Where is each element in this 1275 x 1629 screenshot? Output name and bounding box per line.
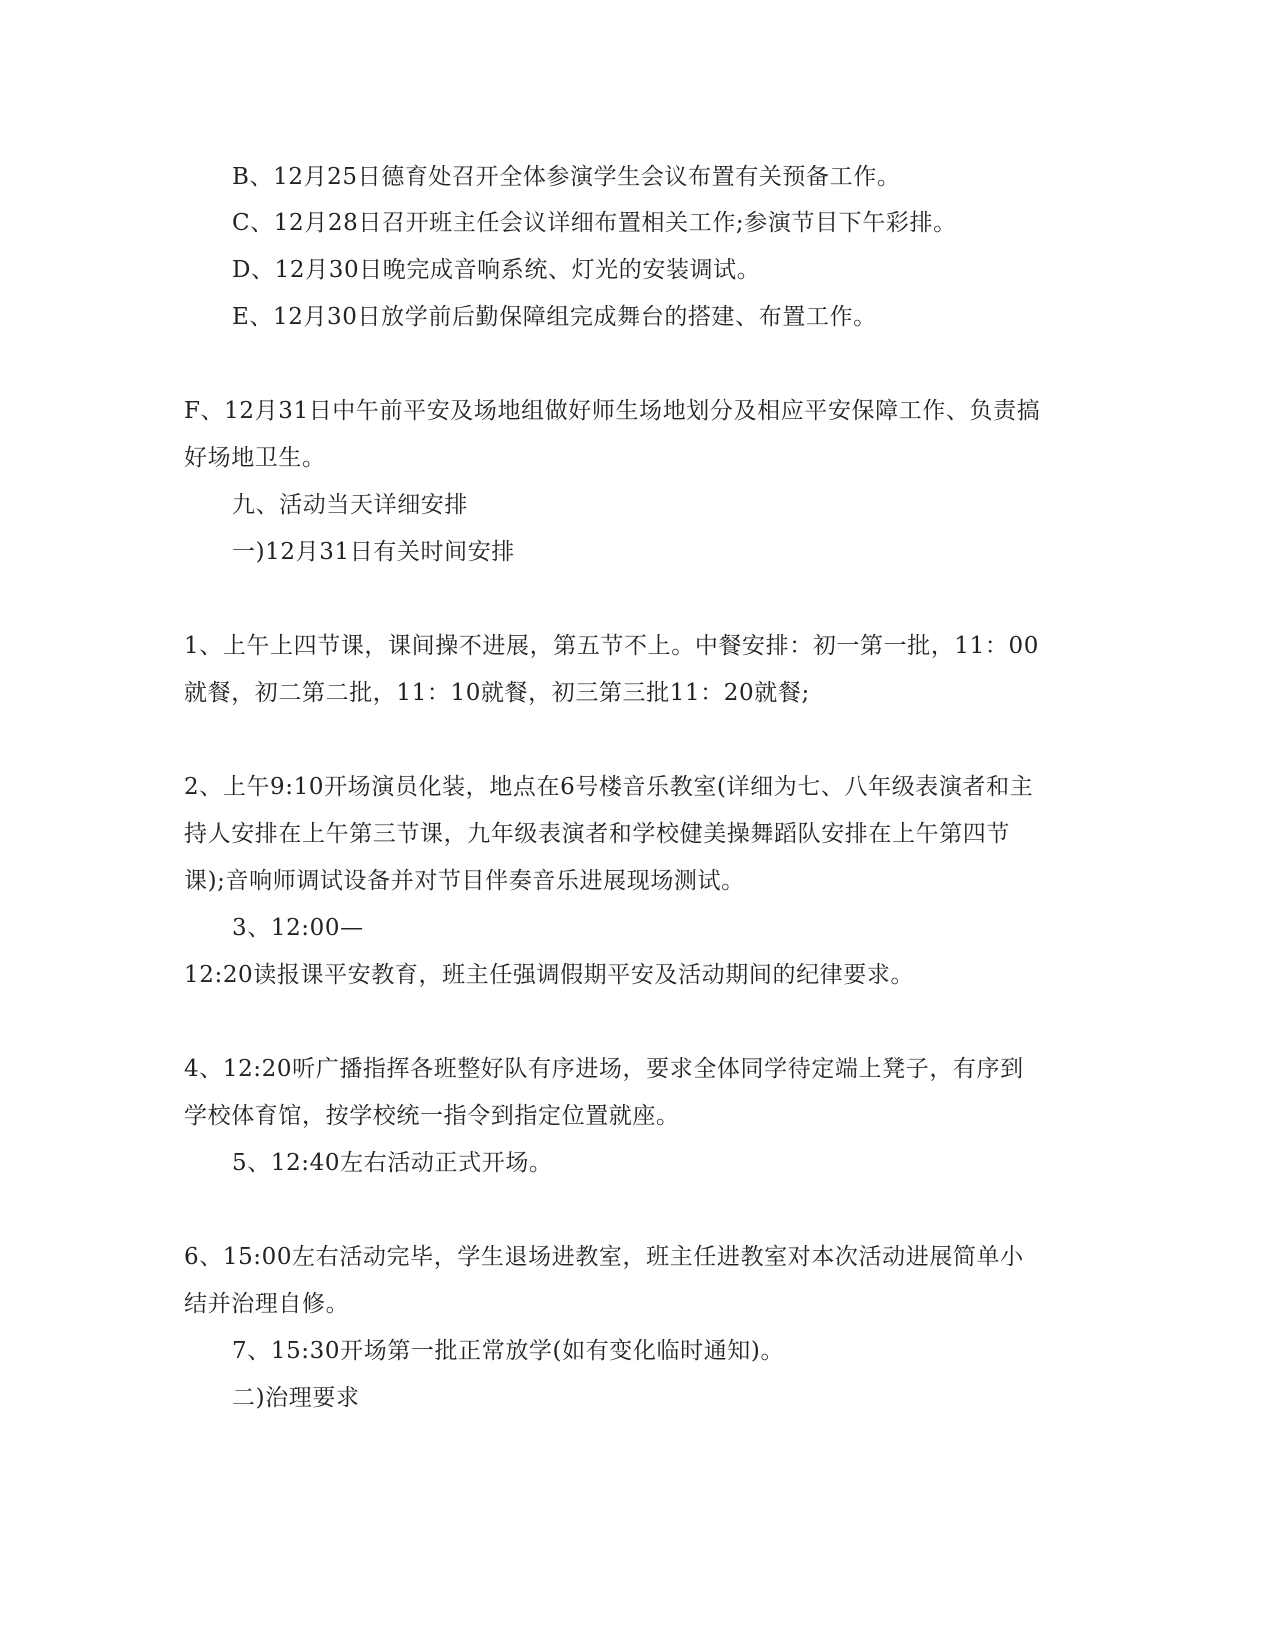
text-line: 12:20读报课平安教育，班主任强调假期平安及活动期间的纪律要求。 [184, 962, 915, 988]
text-line: 学校体育馆，按学校统一指令到指定位置就座。 [184, 1103, 680, 1129]
text-line: 7、15:30开场第一批正常放学(如有变化临时通知)。 [232, 1338, 785, 1364]
subsection-heading: 一)12月31日有关时间安排 [232, 539, 515, 565]
text-line: D、12月30日晚完成音响系统、灯光的安装调试。 [232, 257, 761, 283]
text-line: F、12月31日中午前平安及场地组做好师生场地划分及相应平安保障工作、负责搞 [184, 398, 1041, 424]
text-line: B、12月25日德育处召开全体参演学生会议布置有关预备工作。 [232, 164, 901, 190]
text-line: 4、12:20听广播指挥各班整好队有序进场，要求全体同学待定端上凳子，有序到 [184, 1056, 1024, 1082]
text-line: C、12月28日召开班主任会议详细布置相关工作;参演节目下午彩排。 [232, 210, 957, 236]
subsection-heading: 二)治理要求 [232, 1385, 360, 1411]
text-line: 1、上午上四节课，课间操不进展，第五节不上。中餐安排：初一第一批，11：00 [184, 633, 1039, 659]
text-line: E、12月30日放学前后勤保障组完成舞台的搭建、布置工作。 [232, 304, 877, 330]
text-line: 5、12:40左右活动正式开场。 [232, 1150, 553, 1176]
section-heading: 九、活动当天详细安排 [232, 492, 468, 518]
text-line: 就餐，初二第二批，11：10就餐，初三第三批11：20就餐; [184, 680, 810, 706]
text-line: 持人安排在上午第三节课，九年级表演者和学校健美操舞蹈队安排在上午第四节 [184, 821, 1010, 847]
text-line: 6、15:00左右活动完毕，学生退场进教室，班主任进教室对本次活动进展简单小 [184, 1244, 1024, 1270]
text-line: 2、上午9:10开场演员化装，地点在6号楼音乐教室(详细为七、八年级表演者和主 [184, 774, 1034, 800]
text-line: 结并治理自修。 [184, 1291, 350, 1317]
text-line: 课);音响师调试设备并对节目伴奏音乐进展现场测试。 [184, 868, 745, 894]
text-line: 好场地卫生。 [184, 445, 326, 471]
text-line: 3、12:00— [232, 915, 364, 941]
